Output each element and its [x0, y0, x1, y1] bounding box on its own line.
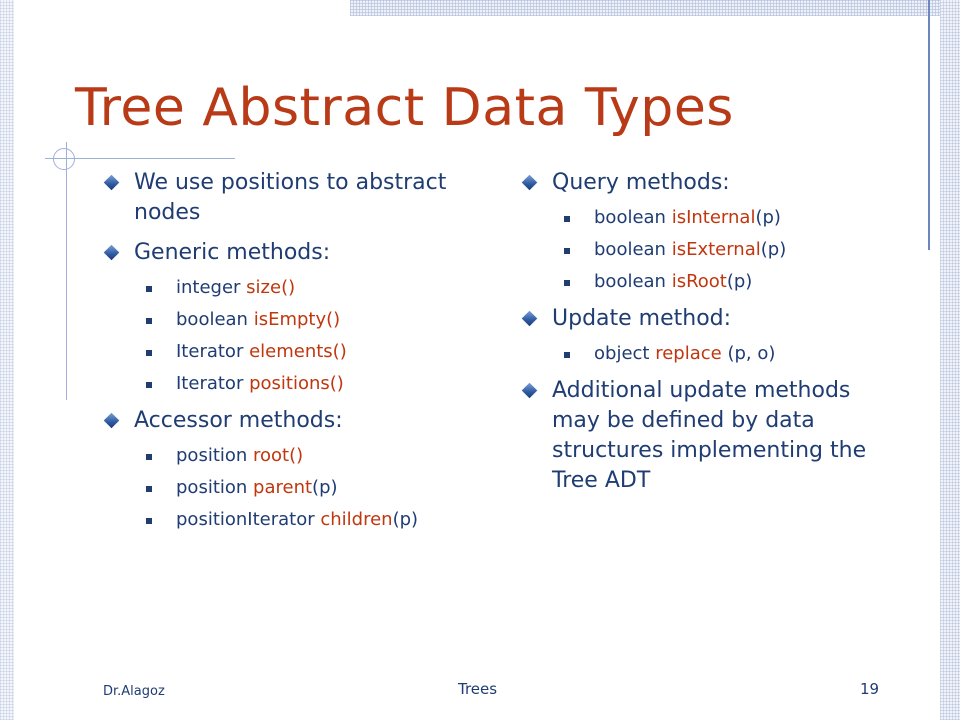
method-item	[104, 372, 484, 396]
method-args: (p)	[392, 509, 419, 530]
bullet-query-methods	[522, 168, 902, 198]
method-name: replace	[655, 343, 722, 364]
method-args: (p, o)	[721, 343, 776, 364]
diamond-bullet-icon	[104, 245, 120, 261]
bullet-heading: Generic methods:	[134, 240, 331, 265]
right-decorative-strip	[940, 0, 960, 720]
method-item	[104, 308, 484, 332]
method-name: children	[320, 509, 393, 530]
method-name: isExternal	[671, 239, 761, 260]
left-decorative-strip	[0, 0, 14, 720]
method-args: (p)	[760, 239, 787, 260]
square-bullet-icon	[146, 350, 152, 356]
square-bullet-icon	[146, 518, 152, 524]
method-item	[104, 444, 484, 468]
method-args: (p)	[755, 207, 781, 228]
method-type: positionIterator	[176, 509, 321, 530]
method-name: positions()	[249, 373, 344, 394]
method-item	[522, 270, 902, 294]
bullet-text: Additional update methods may be defined by data structures implementing the Tree ADT	[552, 378, 867, 493]
method-args: (p)	[312, 477, 338, 498]
bullet-intro	[104, 168, 484, 228]
diamond-bullet-icon	[522, 383, 538, 399]
left-column	[104, 168, 484, 542]
method-name: isInternal	[671, 207, 756, 228]
top-decorative-band	[350, 0, 960, 16]
method-type: boolean	[594, 239, 672, 260]
method-item	[522, 238, 902, 262]
method-type: Iterator	[176, 373, 250, 394]
method-args: (p)	[726, 271, 753, 292]
method-item	[522, 342, 902, 366]
method-item	[104, 340, 484, 364]
footer-author: Dr.Alagoz	[103, 684, 165, 699]
slide-title: Tree Abstract Data Types	[75, 78, 734, 138]
square-bullet-icon	[146, 286, 152, 292]
method-name: isEmpty()	[253, 309, 341, 330]
right-decorative-line	[928, 0, 930, 250]
bullet-accessor-methods	[104, 406, 484, 436]
right-column	[522, 168, 902, 506]
square-bullet-icon	[564, 352, 570, 358]
method-type: boolean	[594, 207, 672, 228]
method-type: position	[176, 445, 254, 466]
square-bullet-icon	[146, 486, 152, 492]
method-item	[104, 508, 484, 532]
method-type: boolean	[176, 309, 254, 330]
footer-topic: Trees	[458, 680, 498, 698]
square-bullet-icon	[146, 454, 152, 460]
footer-page-number: 19	[860, 680, 880, 698]
bullet-update-method	[522, 304, 902, 334]
left-decorative-line	[66, 142, 67, 400]
method-type: Iterator	[176, 341, 250, 362]
bullet-generic-methods	[104, 238, 484, 268]
square-bullet-icon	[564, 280, 570, 286]
method-name: elements()	[249, 341, 347, 362]
method-item	[104, 276, 484, 300]
method-type: object	[594, 343, 656, 364]
method-item	[522, 206, 902, 230]
diamond-bullet-icon	[522, 175, 538, 191]
method-item	[104, 476, 484, 500]
diamond-bullet-icon	[104, 175, 120, 191]
crosshair-circle-decoration	[53, 148, 75, 170]
bullet-additional-methods	[522, 376, 902, 496]
method-type: boolean	[594, 271, 672, 292]
square-bullet-icon	[564, 248, 570, 254]
diamond-bullet-icon	[104, 413, 120, 429]
method-name: isRoot	[671, 271, 727, 292]
diamond-bullet-icon	[522, 311, 538, 327]
square-bullet-icon	[146, 382, 152, 388]
bullet-heading: Query methods:	[552, 170, 730, 195]
method-name: parent	[253, 477, 313, 498]
bullet-heading: Update method:	[552, 306, 732, 331]
square-bullet-icon	[564, 216, 570, 222]
bullet-heading: Accessor methods:	[134, 408, 343, 433]
bullet-text: We use positions to abstract nodes	[134, 170, 447, 225]
method-type: integer	[176, 277, 247, 298]
method-name: size()	[246, 277, 296, 298]
square-bullet-icon	[146, 318, 152, 324]
method-name: root()	[253, 445, 304, 466]
method-type: position	[176, 477, 254, 498]
